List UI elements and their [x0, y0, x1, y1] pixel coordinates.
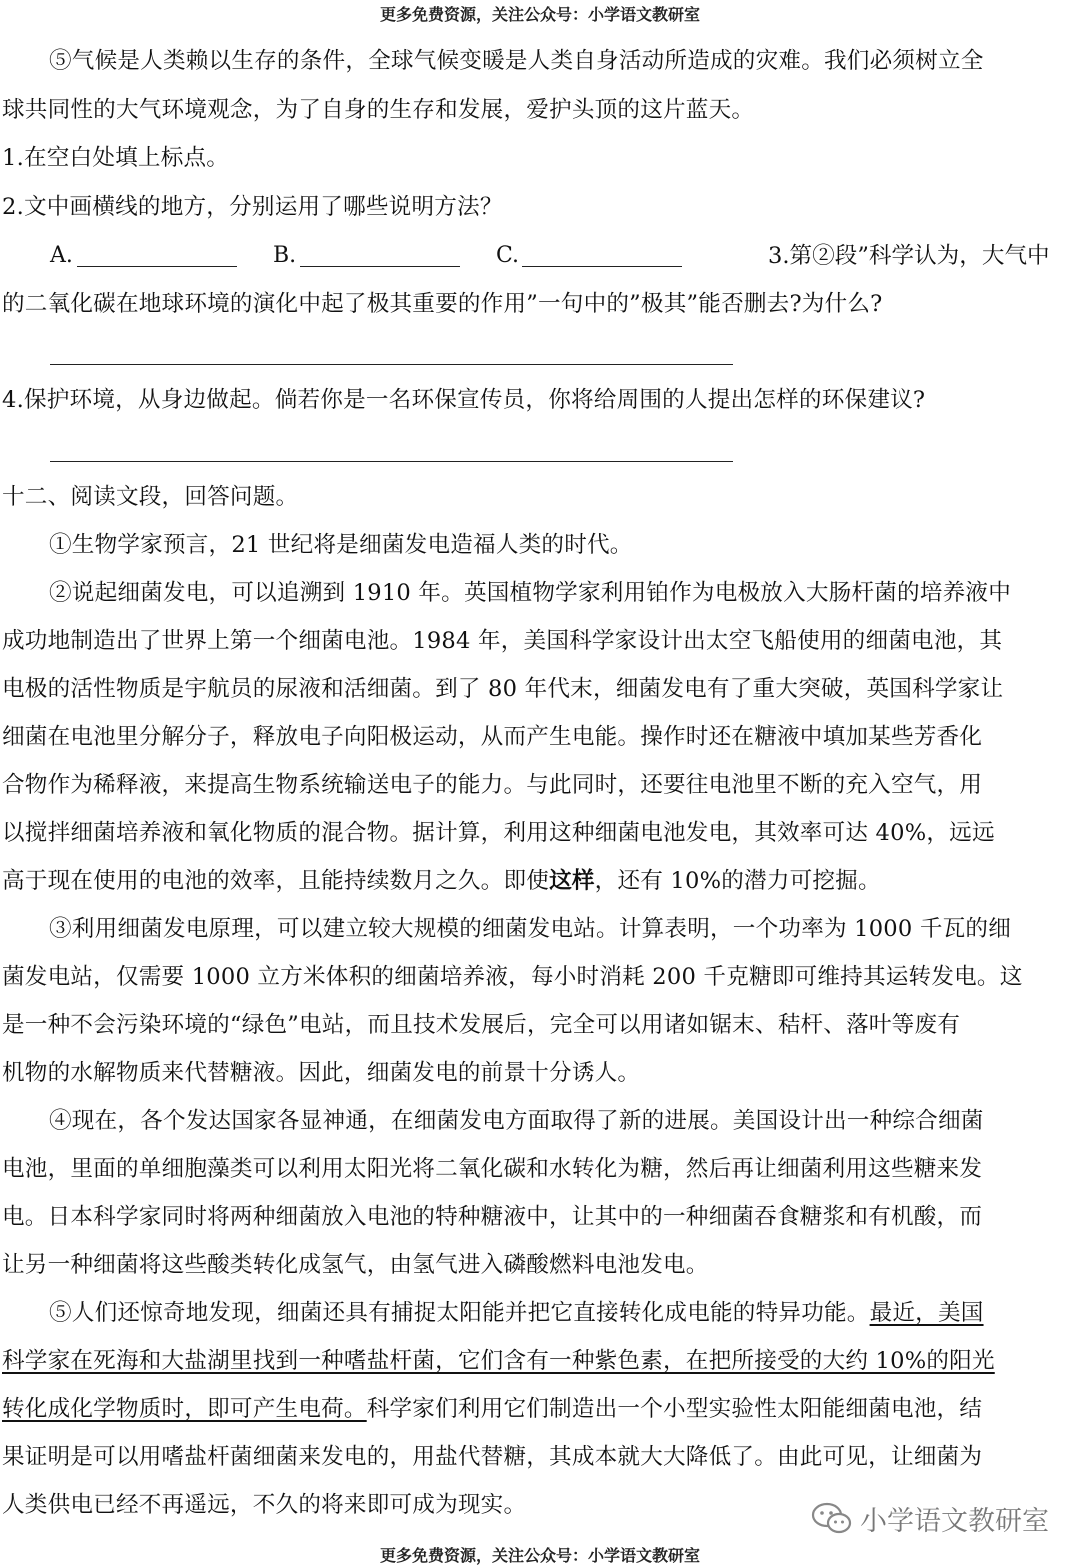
s12-p2-line-5: 合物作为稀释液，来提高生物系统输送电子的能力。与此同时，还要往电池里不断的充入空气，用	[2, 772, 983, 798]
question-2: 2.文中画横线的地方，分别运用了哪些说明方法？	[2, 194, 503, 220]
s12-p3-line-2: 菌发电站，仅需要 1000 立方米体积的细菌培养液，每小时消耗 200 千克糖即可维持其运转发电。这	[2, 964, 1023, 990]
s12-p4-line-1: ④现在，各个发达国家各显神通，在细菌发电方面取得了新的进展。美国设计出一种综合细菌	[49, 1108, 984, 1134]
page-header: 更多免费资源，关注公众号：小学语文教研室	[379, 5, 700, 24]
question-3-answer-line[interactable]	[50, 364, 733, 365]
s12-p3-line-3: 是一种不会污染环境的“绿色”电站，而且技术发展后，完全可以用诸如锯末、秸杆、落叶等废有	[2, 1012, 961, 1038]
s12-p2-line-3: 电极的活性物质是宇航员的尿液和活细菌。到了 80 年代末，细菌发电有了重大突破，英国科学家让	[2, 676, 1004, 702]
watermark	[810, 1498, 1049, 1538]
option-c-blank[interactable]	[522, 266, 682, 267]
question-1: 1.在空白处填上标点。	[2, 145, 230, 171]
s12-p2-line-7-text-c: ，还有 10%的潜力可挖掘。	[594, 868, 881, 894]
s12-p4-line-2: 电池，里面的单细胞藻类可以利用太阳光将二氧化碳和水转化为糖，然后再让细菌利用这些糖来发	[2, 1156, 983, 1182]
page-footer: 更多免费资源，关注公众号：小学语文教研室	[379, 1546, 700, 1565]
watermark-text: 小学语文教研室	[860, 1505, 1049, 1537]
s12-p5-line-5: 人类供电已经不再遥远，不久的将来即可成为现实。	[2, 1492, 527, 1518]
s12-p2-line-6: 以搅拌细菌培养液和氧化物质的混合物。据计算，利用这种细菌电池发电，其效率可达 40%，远远	[2, 820, 995, 846]
paragraph-5-line-2: 球共同性的大气环境观念，为了自身的生存和发展，爱护头顶的这片蓝天。	[2, 97, 755, 123]
question-3-line-2: 的二氧化碳在地球环境的演化中起了极其重要的作用”一句中的”极其”能否删去?为什么?	[2, 291, 883, 317]
s12-p4-line-3: 电。日本科学家同时将两种细菌放入电池的特种糖液中，让其中的一种细菌吞食糖浆和有机酸，而	[2, 1204, 983, 1230]
s12-p3-line-1: ③利用细菌发电原理，可以建立较大规模的细菌发电站。计算表明，一个功率为 1000 千瓦的细	[49, 916, 1012, 942]
s12-p5-line-3	[2, 1394, 1078, 1424]
s12-paragraph-1: ①生物学家预言，21 世纪将是细菌发电造福人类的时代。	[49, 532, 633, 558]
option-b-label: B.	[273, 243, 297, 268]
underlined-text-start: 最近，美国	[869, 1300, 984, 1326]
option-b-blank[interactable]	[300, 266, 460, 267]
section-12-title: 十二、阅读文段，回答问题。	[2, 484, 299, 510]
s12-p5-line-1-text: ⑤人们还惊奇地发现，细菌还具有捕捉太阳能并把它直接转化成电能的特异功能。	[49, 1300, 870, 1326]
question-4-answer-line[interactable]	[50, 461, 733, 462]
option-a-label: A.	[50, 243, 73, 268]
s12-p4-line-4: 让另一种细菌将这些酸类转化成氢气，由氢气进入磷酸燃料电池发电。	[2, 1252, 709, 1278]
wechat-icon	[810, 1500, 854, 1536]
s12-p2-line-2: 成功地制造出了世界上第一个细菌电池。1984 年，美国科学家设计出太空飞船使用的细菌电池，其	[2, 628, 1003, 654]
question-4: 4.保护环境，从身边做起。倘若你是一名环保宣传员，你将给周围的人提出怎样的环保建议?	[2, 387, 926, 413]
option-a-blank[interactable]	[77, 266, 237, 267]
s12-p2-line-4: 细菌在电池里分解分子，释放电子向阳极运动，从而产生电能。操作时还在糖液中填加某些芳香化	[2, 724, 983, 750]
s12-p2-line-1: ②说起细菌发电，可以追溯到 1910 年。英国植物学家利用铂作为电极放入大肠杆菌的培养液中	[49, 580, 1012, 606]
underlined-text-end: 转化成化学物质时，即可产生电荷。	[2, 1396, 367, 1422]
s12-p5-line-1	[2, 1298, 1080, 1328]
question-3-start: 3.第②段”科学认为，大气中	[768, 243, 1050, 269]
s12-p3-line-4: 机物的水解物质来代替糖液。因此，细菌发电的前景十分诱人。	[2, 1060, 641, 1086]
s12-p5-line-3-text: 科学家们利用它们制造出一个小型实验性太阳能细菌电池，结	[366, 1396, 983, 1422]
s12-p5-line-2-underlined: 科学家在死海和大盐湖里找到一种嗜盐杆菌，它们含有一种紫色素，在把所接受的大约 10%的阳光	[2, 1348, 995, 1374]
s12-p2-line-7-text-a: 高于现在使用的电池的效率，且能持续数月之久。即使	[2, 868, 550, 894]
paragraph-5-line-1: ⑤气候是人类赖以生存的条件，全球气候变暖是人类自身活动所造成的灾难。我们必须树立全	[49, 48, 984, 74]
bold-keyword-zheyang: 这样	[549, 868, 595, 894]
s12-p2-line-7	[2, 866, 1078, 896]
option-c-label: C.	[496, 243, 520, 268]
s12-p5-line-4: 果证明是可以用嗜盐杆菌细菌来发电的，用盐代替糖，其成本就大大降低了。由此可见，让细菌为	[2, 1444, 983, 1470]
